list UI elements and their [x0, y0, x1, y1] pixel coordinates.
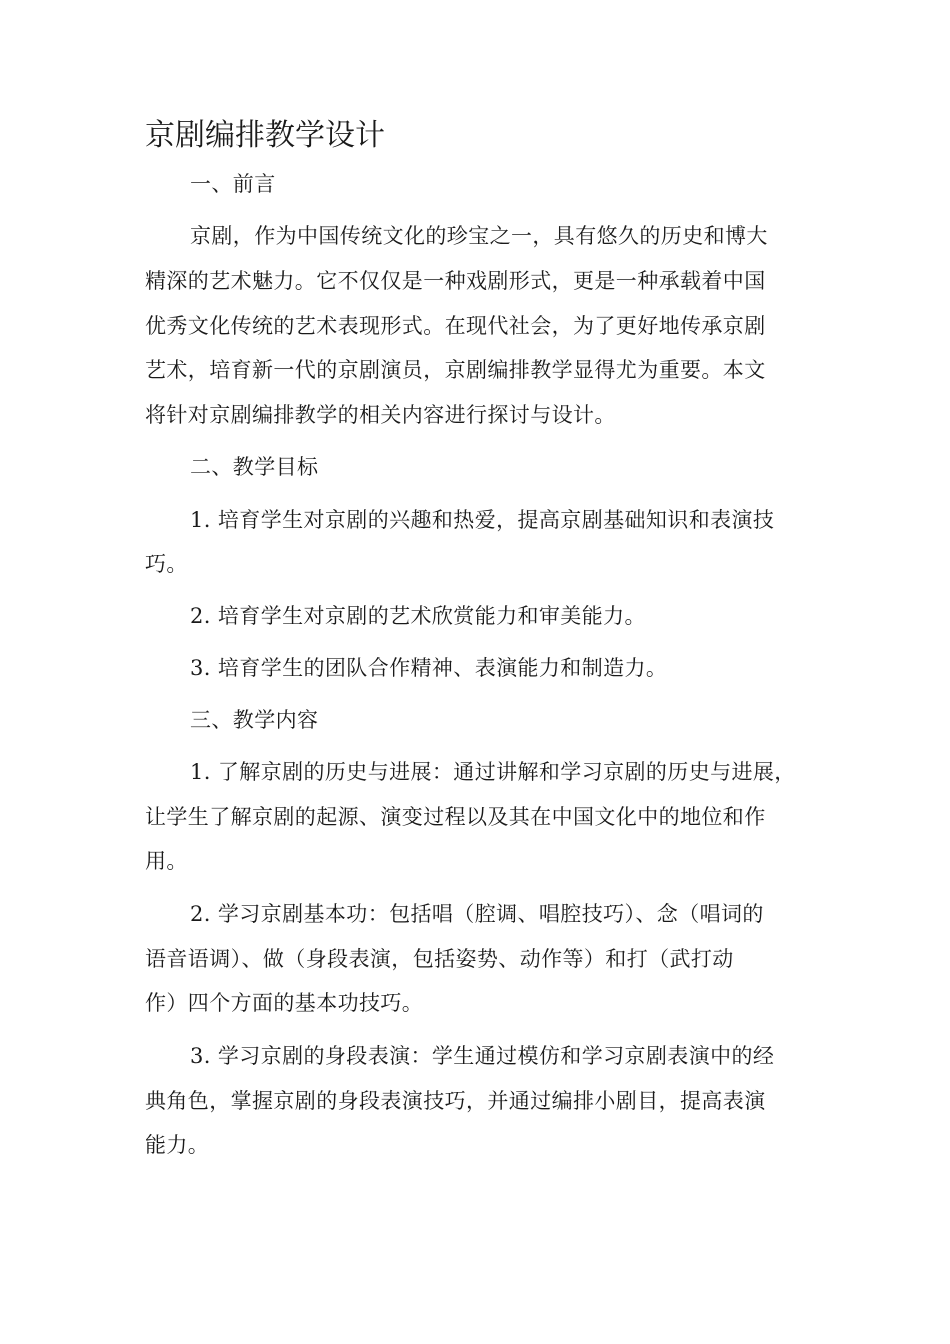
list-item-line: 2. 学习京剧基本功：包括唱（腔调、唱腔技巧）、念（唱词的 — [190, 902, 764, 926]
paragraph-line: 艺术，培育新一代的京剧演员，京剧编排教学显得尤为重要。本文 — [145, 358, 766, 382]
section-heading-content: 三、教学内容 — [190, 708, 319, 732]
list-item-line: 3. 培育学生的团队合作精神、表演能力和制造力。 — [190, 656, 668, 680]
list-item-line: 典角色，掌握京剧的身段表演技巧，并通过编排小剧目，提高表演 — [145, 1089, 766, 1113]
section-heading-preface: 一、前言 — [190, 172, 276, 196]
paragraph-line: 将针对京剧编排教学的相关内容进行探讨与设计。 — [145, 403, 616, 427]
list-item-line: 让学生了解京剧的起源、演变过程以及其在中国文化中的地位和作 — [145, 805, 766, 829]
paragraph-line: 京剧，作为中国传统文化的珍宝之一，具有悠久的历史和博大 — [190, 224, 768, 248]
list-item-line: 作）四个方面的基本功技巧。 — [145, 991, 424, 1015]
list-item-line: 3. 学习京剧的身段表演：学生通过模仿和学习京剧表演中的经 — [190, 1044, 775, 1068]
list-item-line: 语音语调）、做（身段表演，包括姿势、动作等）和打（武打动 — [145, 947, 734, 971]
list-item-line: 巧。 — [145, 552, 188, 576]
document-title: 京剧编排教学设计 — [145, 118, 385, 153]
paragraph-line: 优秀文化传统的艺术表现形式。在现代社会，为了更好地传承京剧 — [145, 314, 766, 338]
list-item-line: 1. 了解京剧的历史与进展：通过讲解和学习京剧的历史与进展， — [190, 760, 796, 784]
list-item-line: 能力。 — [145, 1133, 210, 1157]
list-item-line: 1. 培育学生对京剧的兴趣和热爱，提高京剧基础知识和表演技 — [190, 508, 775, 532]
section-heading-goals: 二、教学目标 — [190, 455, 319, 479]
list-item-line: 用。 — [145, 849, 188, 873]
list-item-line: 2. 培育学生对京剧的艺术欣赏能力和审美能力。 — [190, 604, 646, 628]
paragraph-line: 精深的艺术魅力。它不仅仅是一种戏剧形式，更是一种承载着中国 — [145, 269, 766, 293]
